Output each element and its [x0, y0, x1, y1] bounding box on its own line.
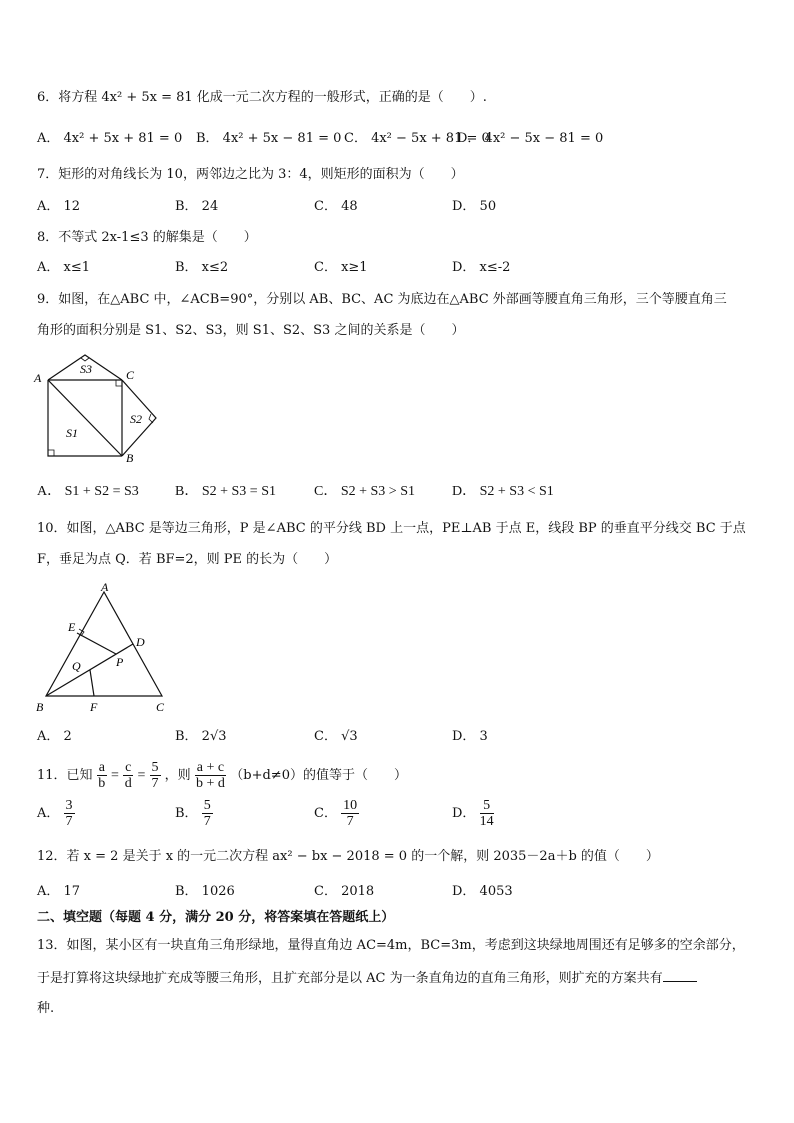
q11-option-d: D． $\frac{5}{14}$ — [452, 798, 494, 829]
q10-figure — [32, 580, 177, 715]
q7-option-d: D． 50 — [452, 199, 497, 214]
q12-option-d: D． 4053 — [452, 884, 513, 899]
q9-label-c: C — [126, 368, 135, 382]
q11-stem-suffix: （b+d≠0）的值等于（ ） — [230, 768, 407, 783]
q7-option-a: A． 12 — [37, 199, 81, 214]
q11-option-a: A． $\frac{3}{7}$ — [37, 798, 73, 829]
q10-pe-line — [77, 633, 116, 654]
q12-option-b: B． 1026 — [175, 884, 235, 899]
q11-fraction-a-b: $\frac{a}{b}$ — [98, 760, 106, 791]
q13-stem-line2: 于是打算将这块绿地扩充成等腰三角形，且扩充部分是以 AC 为一条直角边的直角三角形，则扩充的方案共有 — [37, 969, 697, 987]
q10-label-f: F — [90, 700, 98, 714]
section-2-heading: 二、填空题（每题 4 分，满分 20 分，将答案填在答题纸上） — [37, 910, 395, 925]
q11-fraction-c-d: $\frac{c}{d}$ — [124, 760, 132, 791]
q8-option-a: A． x≤1 — [37, 260, 91, 275]
q9-option-c: C． S2 + S3 > S1 — [314, 484, 415, 499]
q9-option-d: D． S2 + S3 < S1 — [452, 484, 554, 499]
q10-bd-line — [46, 644, 133, 696]
q10-option-b: B． 2√3 — [175, 729, 227, 744]
q10-option-d: D． 3 — [452, 729, 488, 744]
q6-option-a: A． 4x² + 5x + 81 = 0 — [37, 131, 183, 146]
q11-fraction-5-7: $\frac{5}{7}$ — [151, 760, 159, 791]
q10-option-a: A． 2 — [37, 729, 72, 744]
q7-stem: 7．矩形的对角线长为 10，两邻边之比为 3：4，则矩形的面积为（ ） — [37, 167, 464, 182]
q9-figure — [32, 352, 162, 464]
q9-stem-line1: 9．如图，在△ABC 中，∠ACB=90°，分别以 AB、BC、AC 为底边在△ABC 外部画等腰直角三角形，三个等腰直角三 — [37, 292, 727, 307]
q10-label-b: B — [36, 700, 44, 714]
q13-stem-line3: 种. — [37, 1001, 55, 1016]
q6-stem: 6．将方程 4x² + 5x = 81 化成一元二次方程的一般形式，正确的是（ ）. — [37, 90, 487, 105]
q10-qf-line — [90, 670, 94, 696]
q12-option-a: A． 17 — [37, 884, 81, 899]
q10-option-c: C． √3 — [314, 729, 358, 744]
q9-option-a: A． S1 + S2 = S3 — [37, 484, 139, 499]
q12-stem: 12．若 x = 2 是关于 x 的一元二次方程 ax² − bx − 2018 = 0 的一个解，则 2035－2a＋b 的值（ ） — [37, 849, 659, 864]
q10-label-p: P — [116, 655, 124, 669]
q10-label-d: D — [136, 635, 145, 649]
q8-option-b: B． x≤2 — [175, 260, 229, 275]
q10-label-e: E — [68, 620, 76, 634]
q11-target-fraction: $\frac{a + c}{b + d}$ — [196, 760, 225, 791]
q11-stem-prefix: 11．已知 — [37, 768, 93, 783]
q9-label-s2: S2 — [130, 412, 142, 426]
q9-label-b: B — [126, 451, 134, 464]
q6-option-d: D． 4x² − 5x − 81 = 0 — [457, 131, 604, 146]
q10-label-a: A — [101, 580, 109, 594]
q10-stem-line2: F，垂足为点 Q．若 BF=2，则 PE 的长为（ ） — [37, 552, 338, 567]
q11-stem-mid: ，则 — [164, 768, 191, 783]
q9-label-a: A — [34, 371, 42, 385]
q7-option-c: C． 48 — [314, 199, 358, 214]
q10-label-c: C — [156, 700, 165, 714]
q6-option-c: C． 4x² − 5x + 81 = 0 — [344, 131, 490, 146]
q11-stem: 11．已知 $\frac{a}{b}$ = $\frac{c}{d}$ = $\frac{5}{7}$ ，则 $\frac{a + c}{b + d}$ （b+d≠0）的值等于（ ） — [37, 760, 407, 791]
q13-answer-blank[interactable] — [663, 969, 697, 982]
q9-option-b: B． S2 + S3 = S1 — [175, 484, 276, 499]
q11-option-c: C． $\frac{10}{7}$ — [314, 798, 358, 829]
q9-ab-line — [48, 380, 122, 456]
q6-option-b: B． 4x² + 5x − 81 = 0 — [196, 131, 342, 146]
q7-option-b: B． 24 — [175, 199, 219, 214]
q8-stem: 8．不等式 2x-1≤3 的解集是（ ） — [37, 230, 257, 245]
q11-option-b: B． $\frac{5}{7}$ — [175, 798, 211, 829]
q10-label-q: Q — [72, 659, 81, 673]
q9-label-s3: S3 — [80, 362, 92, 376]
q9-stem-line2: 角形的面积分别是 S1、S2、S3，则 S1、S2、S3 之间的关系是（ ） — [37, 323, 465, 338]
q13-stem-line1: 13．如图，某小区有一块直角三角形绿地，量得直角边 AC=4m，BC=3m，考虑到这块绿地周围还有足够多的空余部分， — [37, 938, 745, 953]
q8-option-c: C． x≥1 — [314, 260, 368, 275]
q8-option-d: D． x≤-2 — [452, 260, 511, 275]
q12-option-c: C． 2018 — [314, 884, 375, 899]
q10-stem-line1: 10．如图，△ABC 是等边三角形，P 是∠ABC 的平分线 BD 上一点，PE⊥AB 于点 E，线段 BP 的垂直平分线交 BC 于点 — [37, 521, 746, 536]
q9-label-s1: S1 — [66, 426, 78, 440]
